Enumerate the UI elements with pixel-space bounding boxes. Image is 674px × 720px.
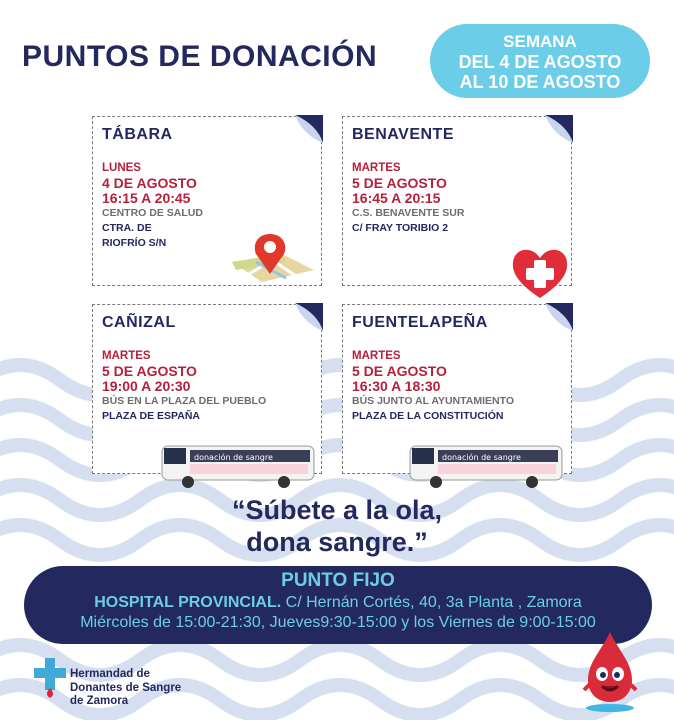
card-info — [352, 161, 464, 236]
day: MARTES — [352, 162, 401, 174]
day: LUNES — [102, 162, 141, 174]
place: CENTRO DE SALUD — [102, 207, 203, 219]
card-info — [102, 161, 203, 251]
date: 5 DE AGOSTO — [102, 363, 197, 379]
page-title: PUNTOS DE DONACIÓN — [22, 40, 378, 73]
address-line: PLAZA DE ESPAÑA — [102, 410, 201, 422]
bus-text: donación de sangre — [194, 453, 273, 462]
org-line: Donantes de Sangre — [70, 681, 182, 694]
date: 4 DE AGOSTO — [102, 175, 197, 191]
page-fold-icon — [295, 303, 323, 331]
address-line: RIOFRÍO S/N — [102, 237, 167, 249]
hospital-address: C/ Hernán Cortés, 40, 3a Planta , Zamora — [281, 594, 582, 611]
place: BÚS JUNTO AL AYUNTAMIENTO — [352, 395, 514, 407]
logo-cross-icon — [34, 658, 66, 698]
week-label: SEMANA — [503, 32, 577, 51]
time: 19:00 A 20:30 — [102, 378, 191, 394]
fixed-point-hours: Miércoles de 15:00-21:30, Jueves9:30-15:00 y los Viernes de 9:00-15:00 — [80, 614, 596, 631]
town-name: TÁBARA — [102, 126, 173, 143]
fixed-point-banner — [24, 566, 652, 644]
date: 5 DE AGOSTO — [352, 175, 447, 191]
day: MARTES — [352, 350, 401, 362]
town-name: BENAVENTE — [352, 126, 454, 143]
page-fold-icon — [545, 303, 573, 331]
card-info — [352, 349, 514, 424]
org-line: de Zamora — [70, 695, 129, 707]
week-end: AL 10 DE AGOSTO — [459, 72, 621, 92]
slogan — [0, 494, 674, 558]
fixed-point-title: PUNTO FIJO — [281, 570, 395, 591]
map-pin-icon — [226, 232, 320, 296]
hospital-name: HOSPITAL PROVINCIAL. — [94, 594, 282, 611]
page-fold-icon — [295, 115, 323, 143]
page-fold-icon — [545, 115, 573, 143]
place: BÚS EN LA PLAZA DEL PUEBLO — [102, 395, 267, 407]
slogan-line: dona sangre.” — [246, 527, 428, 557]
address-line: CTRA. DE — [102, 222, 152, 234]
blood-drop-mascot-icon — [580, 630, 640, 716]
time: 16:30 A 18:30 — [352, 378, 441, 394]
date: 5 DE AGOSTO — [352, 363, 447, 379]
time: 16:45 A 20:15 — [352, 190, 441, 206]
place: C.S. BENAVENTE SUR — [352, 207, 465, 219]
bus-text: donación de sangre — [442, 453, 521, 462]
organization-name — [70, 668, 181, 709]
slogan-line: “Súbete a la ola, — [231, 495, 443, 525]
day: MARTES — [102, 350, 151, 362]
week-badge — [430, 24, 650, 98]
heart-cross-icon — [508, 244, 572, 300]
bus-icon — [160, 442, 316, 490]
bus-icon — [408, 442, 564, 490]
week-start: DEL 4 DE AGOSTO — [458, 52, 622, 72]
fixed-point-address-line — [24, 594, 652, 612]
card-info — [102, 349, 266, 424]
town-name: CAÑIZAL — [102, 314, 176, 331]
address-line: C/ FRAY TORIBIO 2 — [352, 222, 449, 234]
address-line: PLAZA DE LA CONSTITUCIÓN — [352, 410, 504, 422]
time: 16:15 A 20:45 — [102, 190, 191, 206]
org-line: Hermandad de — [70, 668, 150, 680]
town-name: FUENTELAPEÑA — [352, 314, 488, 331]
